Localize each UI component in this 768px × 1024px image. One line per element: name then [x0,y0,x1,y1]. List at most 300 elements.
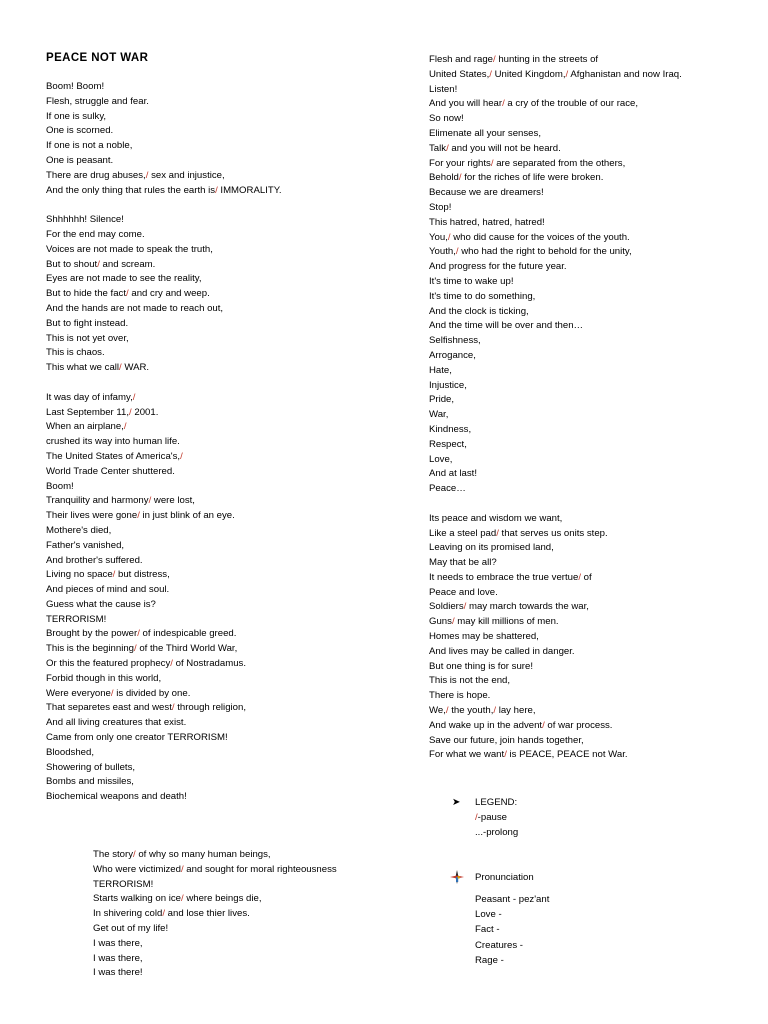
poem-line [429,201,682,216]
poem-line [429,157,682,172]
poem-line [429,349,682,364]
poem-line-text: And all living creatures that exist. [46,717,187,729]
poem-line-text: This is the beginning [46,643,134,655]
poem-line [46,672,282,687]
poem-line-text: Boom! [46,480,74,492]
pause-slash-mark: / [502,98,505,110]
pause-slash-mark: / [578,571,581,583]
poem-line-text: Hate, [429,364,452,376]
poem-line-text: WAR. [121,362,150,374]
poem-line-text: This is not the end, [429,675,511,687]
poem-line-text: Biochemical weapons and death! [46,791,187,803]
poem-line-text: Brought by the power [46,628,138,640]
poem-line-text: And the hands are not made to reach out, [46,302,224,314]
pause-slash-mark: / [446,142,449,154]
poem-line [46,450,282,465]
poem-line [429,53,682,68]
poem-line [46,95,282,110]
poem-line-text: Listen! [429,83,458,95]
poem-line [429,748,682,763]
pause-slash-mark: / [126,288,129,300]
pronunciation-item: Rage - [475,954,504,966]
poem-line-text: For your rights [429,157,491,169]
pause-slash-mark: / [215,184,218,196]
poem-line [429,615,682,630]
poem-line [46,391,282,406]
poem-line-text: Its peace and wisdom we want, [429,512,563,524]
poem-line [429,260,682,275]
poem-line [46,568,282,583]
poem-line-text: War, [429,409,449,421]
poem-line-text: Tranquility and harmony [46,495,149,507]
poem-line-text: If one is sulky, [46,110,107,122]
pause-slash-mark: / [97,258,100,270]
poem-line [46,598,282,613]
poem-line-text: lay here, [496,705,536,717]
poem-line-text: of the Third World War, [136,643,238,655]
poem-line-text: Or this the featured prophecy [46,658,171,670]
poem-line [429,467,682,482]
poem-line [429,660,682,675]
pause-slash-mark: / [463,601,467,613]
poem-line-text: Flesh and rage [429,54,493,65]
poem-line [46,213,282,228]
poem-line [46,154,282,169]
page-title: PEACE NOT WAR [46,52,149,64]
poem-line-text: And the time will be over and then… [429,320,584,332]
poem-line [429,245,682,260]
poem-line-text: Were everyone [46,687,111,699]
poem-line-text: This what we call [46,362,120,374]
poem-line [429,171,682,186]
poem-line-text: crushed its way into human life. [46,436,180,448]
pause-slash-mark: / [504,749,507,761]
poem-line [429,319,682,334]
poem-line-text: Stop! [429,201,452,213]
legend-slash-symbol: / [475,812,478,823]
poem-line-text: Eyes are not made to see the reality, [46,273,202,285]
pause-slash-mark: / [496,527,499,539]
poem-line-text: Shhhhhh! Silence! [46,214,124,226]
poem-line-text: Flesh, struggle and fear. [46,95,149,107]
poem-line [429,586,682,601]
legend-label: LEGEND: [475,797,518,808]
poem-line-text: who did cause for the voices of the youth. [450,231,630,243]
pronunciation-heading: Pronunciation [475,872,534,883]
poem-line-text: And lives may be called in danger. [429,645,575,657]
poem-left-column [46,80,282,805]
poem-line-text: There is hope. [429,690,491,702]
poem-line-text: Who were victimized [93,863,181,875]
poem-line [429,541,682,556]
poem-line [46,790,282,805]
poem-line [429,379,682,394]
poem-line-text: You, [429,231,448,243]
poem-line-text: Bombs and missiles, [46,776,134,788]
poem-line-text: The United States of America's, [46,450,181,462]
pause-slash-mark: / [171,702,175,714]
poem-line [429,305,682,320]
poem-line [93,922,337,937]
pause-slash-mark: / [542,719,545,731]
pause-slash-mark: / [493,54,496,65]
poem-line-text: for the riches of life were broken. [461,172,604,184]
poem-line [429,734,682,749]
poem-line [46,124,282,139]
poem-line-text: Because we are dreamers! [429,187,544,199]
pause-slash-mark: / [112,569,116,581]
poem-line [46,494,282,509]
poem-line-text: I was there, [93,952,143,964]
pause-slash-mark: / [493,705,497,717]
poem-line-text: It's time to wake up! [429,275,514,287]
poem-line-text: For the end may come. [46,228,145,240]
poem-line-text: But one thing is for sure! [429,660,533,672]
poem-line [429,482,682,497]
poem-line-text: And the clock is ticking, [429,305,529,317]
poem-line [429,423,682,438]
poem-line-text: But to shout [46,258,98,270]
poem-line-text: We, [429,705,446,717]
poem-line [429,630,682,645]
poem-line-text: and sought for moral righteousness [183,863,337,875]
poem-line-text: Like a steel pad [429,527,497,539]
poem-right-column [429,53,682,763]
poem-line-text: that serves us onits step. [498,527,608,539]
poem-line [429,97,682,112]
poem-line-text: This hatred, hatred, hatred! [429,216,545,228]
legend-prolong-text: ...-prolong [475,827,519,838]
poem-line-text: So now! [429,113,464,125]
poem-line [429,512,682,527]
poem-line-text: Elimenate all your senses, [429,127,541,139]
poem-line-text: TERRORISM! [46,613,107,625]
poem-line [46,539,282,554]
poem-line-text: Forbid though in this world, [46,672,162,684]
poem-line-text: Get out of my life! [93,922,169,934]
pause-slash-mark: / [489,68,492,80]
poem-line-text: But to fight instead. [46,317,129,329]
poem-line-text: Living no space [46,569,113,581]
poem-line [429,216,682,231]
pause-slash-mark: / [180,863,184,875]
pronunciation-item: Peasant - pez'ant [475,894,550,905]
poem-line [46,332,282,347]
poem-line [46,465,282,480]
pause-slash-mark: / [133,849,136,860]
poem-line [46,184,282,199]
poem-line-text: One is peasant. [46,154,114,166]
stanza-break [429,497,682,512]
poem-line [429,83,682,98]
poem-line-text: The story [93,849,133,860]
poem-line-text: If one is not a noble, [46,140,133,152]
poem-line-text: Voices are not made to speak the truth, [46,243,213,255]
poem-line-text: Soldiers [429,601,464,613]
poem-line [429,571,682,586]
poem-line-text: Guns [429,616,452,628]
pause-slash-mark: / [447,231,451,243]
poem-line-text: World Trade Center shuttered. [46,465,175,477]
poem-line [429,393,682,408]
poem-line-text: 2001. [131,406,159,418]
poem-line-text: Afghanistan and now Iraq. [568,68,682,80]
poem-line-text: through religion, [174,702,246,714]
poem-line [46,228,282,243]
poem-line [429,290,682,305]
poem-line-text: Respect, [429,438,467,450]
poem-line-text: in just blink of an eye. [139,510,235,522]
pause-slash-mark: / [119,362,122,374]
poem-line [93,848,337,863]
poem-line [46,687,282,702]
poem-line-text: It was day of infamy, [46,391,133,403]
poem-line-text: It's time to do something, [429,290,536,302]
poem-line [429,186,682,201]
poem-line [46,583,282,598]
poem-line [429,112,682,127]
poem-line-text: And progress for the future year. [429,261,567,273]
poem-bottom-stanza [93,848,337,981]
poem-line [46,554,282,569]
poem-line-text: United States, [429,68,490,80]
poem-line-text: hunting in the streets of [495,54,599,65]
poem-line-text: and cry and weep. [128,288,210,300]
poem-line-text: and you will not be heard. [448,142,561,154]
poem-line [46,701,282,716]
stanza-break [46,198,282,213]
pronunciation-item: Fact - [475,924,500,936]
poem-line-text: Selfishness, [429,335,481,347]
poem-line-text: One is scorned. [46,125,114,137]
poem-line [46,480,282,495]
poem-line-text: And at last! [429,468,477,480]
poem-line-text: For what we want [429,749,505,761]
poem-line [93,937,337,952]
poem-line [429,408,682,423]
poem-line-text: I was there! [93,967,143,979]
poem-line-text: is PEACE, PEACE not War. [506,749,628,761]
poem-line [93,878,337,893]
legend [452,795,518,840]
poem-line [429,68,682,83]
poem-line-text: Arrogance, [429,349,476,361]
poem-line-text: When an airplane, [46,421,124,433]
pronunciation-item: Love - [475,909,502,921]
poem-line [46,731,282,746]
poem-line [46,272,282,287]
pause-slash-mark: / [445,705,449,717]
poem-line [46,435,282,450]
poem-line-text: Kindness, [429,423,472,435]
poem-line [429,453,682,468]
pause-slash-mark: / [129,406,132,418]
poem-line-text: Last September 11, [46,406,130,418]
poem-line-text: of why so many human beings, [135,849,271,860]
pause-slash-mark: / [110,687,114,699]
pause-slash-mark: / [148,495,152,507]
poem-line-text: Homes may be shattered, [429,631,539,643]
stanza-break [46,376,282,391]
poem-line-text: and scream. [99,258,156,270]
poem-line-text: were lost, [151,495,195,507]
pause-slash-mark: / [137,510,140,522]
poem-line-text: where beings die, [183,893,262,905]
pause-slash-mark: / [180,893,184,905]
poem-line [46,302,282,317]
poem-line-text: and lose thier lives. [165,908,250,920]
poem-line [429,127,682,142]
poem-line-text: Boom! Boom! [46,81,105,92]
poem-line [46,761,282,776]
poem-line-text: Youth, [429,246,456,258]
poem-line [93,907,337,922]
poem-line [46,716,282,731]
poem-line-text: I was there, [93,937,143,949]
poem-line-text: This is not yet over, [46,332,129,344]
pronunciation-item: Creatures - [475,939,523,951]
poem-line-text: And brother's suffered. [46,554,143,566]
poem-line [46,627,282,642]
poem-line-text: TERRORISM! [93,878,154,890]
poem-line [429,645,682,660]
poem-line [46,258,282,273]
poem-line-text: the youth, [448,705,494,717]
poem-line-text: may kill millions of men. [454,616,559,628]
pause-slash-mark: / [451,616,455,628]
poem-line [429,600,682,615]
poem-line-text: Injustice, [429,379,467,391]
poem-line-text: Bloodshed, [46,746,95,758]
poem-line-text: Showering of bullets, [46,761,136,773]
poem-line-text: Love, [429,453,453,465]
poem-line-text: Talk [429,142,447,154]
poem-line [93,863,337,878]
poem-line [93,966,337,981]
poem-line-text: There are drug abuses, [46,169,146,181]
poem-line [46,775,282,790]
pause-slash-mark: / [145,169,149,181]
poem-line [46,317,282,332]
poem-line-text: who had the right to behold for the unity, [458,246,632,258]
pause-slash-mark: / [180,450,183,462]
arrow-bullet-icon: ➤ [452,797,461,808]
poem-line [429,231,682,246]
poem-line [46,361,282,376]
poem-line [429,275,682,290]
poem-line-text: of war process. [544,719,613,731]
poem-line-text: It needs to embrace the true vertue [429,571,579,583]
pause-slash-mark: / [162,908,165,920]
poem-line [46,80,282,95]
poem-line-text: may march towards the war, [466,601,589,613]
poem-line [429,438,682,453]
poem-line [93,892,337,907]
poem-line-text: Save our future, join hands together, [429,734,584,746]
poem-line-text: IMMORALITY. [217,184,282,196]
poem-line-text: May that be all? [429,557,497,569]
poem-line [46,139,282,154]
pause-slash-mark: / [134,643,137,655]
poem-line-text: but distress, [115,569,170,581]
poem-line-text: And pieces of mind and soul. [46,584,170,596]
poem-line-text: Mothere's died, [46,524,112,536]
pause-slash-mark: / [137,628,140,640]
poem-line [46,524,282,539]
poem-line [46,406,282,421]
poem-line-text: And you will hear [429,98,503,110]
poem-line [429,689,682,704]
poem-line [46,243,282,258]
compass-bullet-icon [452,870,475,885]
pause-slash-mark: / [170,658,173,670]
pause-slash-mark: / [565,68,569,80]
poem-line [46,287,282,302]
pause-slash-mark: / [455,246,459,258]
poem-line [429,674,682,689]
poem-line [93,952,337,967]
poem-line-text: And the only thing that rules the earth is [46,184,216,196]
poem-line [429,364,682,379]
poem-line-text: Peace and love. [429,586,498,598]
poem-line [46,346,282,361]
poem-line [46,110,282,125]
legend-pause-text: -pause [477,812,508,823]
poem-line [46,746,282,761]
poem-line [46,657,282,672]
pause-slash-mark: / [132,391,136,403]
poem-line-text: In shivering cold [93,908,163,920]
pause-slash-mark: / [490,157,494,169]
poem-line-text: Behold [429,172,459,184]
poem-line [46,509,282,524]
poem-line-text: of indespicable greed. [139,628,237,640]
poem-line-text: Their lives were gone [46,510,138,522]
poem-line-text: But to hide the fact [46,288,127,300]
pronunciation-section [452,870,549,968]
poem-line [429,556,682,571]
poem-line-text: And wake up in the advent [429,719,543,731]
poem-line [429,527,682,542]
pronunciation-list [452,892,549,968]
poem-line-text: are separated from the others, [493,157,626,169]
poem-line [46,420,282,435]
pause-slash-mark: / [123,421,127,433]
poem-line-text: Peace… [429,483,466,495]
poem-line-text: sex and injustice, [148,169,225,181]
poem-line-text: Guess what the cause is? [46,598,156,610]
poem-line-text: a cry of the trouble of our race, [504,98,639,110]
poem-line-text: United Kingdom, [491,68,566,80]
poem-line [429,334,682,349]
poem-line [429,704,682,719]
poem-line-text: Starts walking on ice [93,893,181,905]
pause-slash-mark: / [458,172,462,184]
poem-line-text: Pride, [429,394,455,406]
poem-line-text: of [581,571,592,583]
poem-line-text: is divided by one. [113,687,191,699]
poem-line [429,142,682,157]
poem-line-text: That separetes east and west [46,702,172,714]
poem-line-text: Came from only one creator TERRORISM! [46,732,228,744]
poem-line-text: This is chaos. [46,347,105,359]
poem-line [46,613,282,628]
poem-line-text: Father's vanished, [46,539,125,551]
poem-line-text: Leaving on its promised land, [429,542,554,554]
poem-line [429,719,682,734]
poem-line-text: of Nostradamus. [172,658,246,670]
poem-line [46,169,282,184]
